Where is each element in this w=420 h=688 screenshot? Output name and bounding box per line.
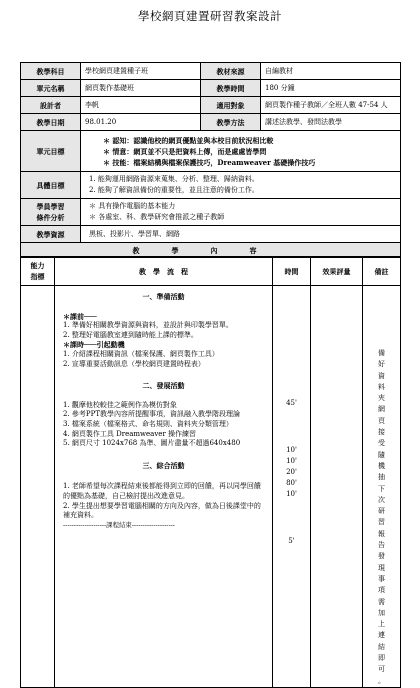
note-char: 上 xyxy=(378,620,385,629)
prep-heading: ＊課前─── xyxy=(63,311,97,321)
unit-value: 網頁製作基礎班 xyxy=(81,80,201,97)
method-value: 講述法教學、發問法教學 xyxy=(261,114,401,131)
hours-label: 教學時間 xyxy=(201,80,261,97)
unit-goal-item: ＊ 技能：檔案結構與檔案保護技巧，Dreamweaver 基礎操作技巧 xyxy=(103,157,316,167)
specific-goals-label: 具體目標 xyxy=(21,172,81,199)
note-char: 網 xyxy=(378,405,385,414)
resources-label: 教學資源 xyxy=(21,226,81,243)
time-value: 10' xyxy=(286,457,297,465)
dev-item: 1. 觀摩他校較佳之範例作為模仿對象 xyxy=(63,400,177,409)
lesson-heading: ＊課時───引起動機 xyxy=(63,340,125,350)
target-value: 網頁製作種子教師／全班人數 47-54 人 xyxy=(261,97,401,114)
subject-label: 教學科目 xyxy=(21,63,81,80)
eval-cell xyxy=(311,286,363,688)
note-char: 連 xyxy=(378,631,385,640)
time-value: 20' xyxy=(286,468,297,476)
note-char: 發 xyxy=(378,552,385,561)
time-cell xyxy=(273,286,311,688)
designer-value: 李帆 xyxy=(81,97,201,114)
note-char: 夾 xyxy=(378,394,385,403)
lesson-item: 1. 介紹課程相關資訊（檔案保護、網頁製作工具） xyxy=(63,349,219,358)
resources-value: 黑板、投影片、學習單、網路 xyxy=(81,226,401,243)
time-header: 時間 xyxy=(273,257,311,286)
time-value: 5' xyxy=(288,537,295,545)
note-char: 料 xyxy=(378,382,385,391)
note-char: 下 xyxy=(378,484,385,493)
prep-item: 1. 準備好相關教學資源與資料，並設計與印製學習單。 xyxy=(63,321,233,330)
process-header: 教 學 流 程 xyxy=(55,257,273,286)
note-char: 加 xyxy=(378,608,385,617)
designer-label: 設計者 xyxy=(21,97,81,114)
note-char: 研 xyxy=(378,507,385,516)
prep-item: 2. 整理好電腦教室連到隨時能上課的標準。 xyxy=(63,330,198,339)
date-label: 教學日期 xyxy=(21,114,81,131)
student-analysis-cell xyxy=(81,199,401,226)
note-char: 。 xyxy=(378,676,385,685)
target-label: 適用對象 xyxy=(201,97,261,114)
student-analysis-label xyxy=(21,199,81,226)
lesson-info-table xyxy=(20,62,401,258)
ability-header xyxy=(21,257,55,286)
student-analysis-item: ＊ 各處室、科、教學研究會推派之種子教師 xyxy=(89,213,225,221)
time-value: 45' xyxy=(286,399,297,407)
note-char: 資 xyxy=(378,371,385,380)
note-char: 需 xyxy=(378,597,385,606)
note-char: 告 xyxy=(378,541,385,550)
note-char: 項 xyxy=(378,586,385,595)
unit-label: 單元名稱 xyxy=(21,80,81,97)
unit-goal-item: ＊ 情意：網頁並不只是把資料上傳，而是處處皆學問 xyxy=(103,146,267,156)
source-value: 自編教材 xyxy=(261,63,401,80)
hours-value: 180 分鐘 xyxy=(261,80,401,97)
note-char: 受 xyxy=(378,439,385,448)
eval-header: 效果評量 xyxy=(311,257,363,286)
method-label: 教學方法 xyxy=(201,114,261,131)
note-char: 好 xyxy=(378,360,385,369)
page-title: 學校網頁建置研習教案設計 xyxy=(138,9,282,23)
note-char: 頁 xyxy=(378,416,385,425)
note-char: 機 xyxy=(378,461,385,470)
note-char: 習 xyxy=(378,518,385,527)
note-char: 接 xyxy=(378,428,385,437)
student-analysis-item: ＊ 具有操作電腦的基本能力 xyxy=(89,202,176,210)
note-cell xyxy=(363,286,401,688)
date-value: 98.01.20 xyxy=(81,114,201,131)
note-char: 結 xyxy=(378,642,385,651)
specific-goals-cell xyxy=(81,172,401,199)
lesson-item: 2. 宣導重要活動訊息（學校網頁建置時程表） xyxy=(63,359,205,368)
stage-sum-title: 三、綜合活動 xyxy=(142,460,185,470)
note-char: 抽 xyxy=(378,473,385,482)
specific-goal-item: 2. 能夠了解資訊備份的重要性，並且注意的備份工作。 xyxy=(89,186,259,194)
unit-goal-item: ＊ 認知：認識他校的網頁優點並與本校目前狀況相比較 xyxy=(103,135,274,145)
source-label: 教材來源 xyxy=(201,63,261,80)
stage-prep-title: 一、準備活動 xyxy=(142,292,185,301)
subject-value: 學校網頁建置種子班 xyxy=(81,63,201,80)
note-char: 事 xyxy=(378,574,385,583)
unit-goals-label: 單元目標 xyxy=(21,131,81,172)
note-header: 備註 xyxy=(363,257,401,286)
note-char: 備 xyxy=(378,349,385,357)
course-end-line: --------------------課程結束-------------------- xyxy=(63,520,175,529)
ability-cell xyxy=(21,286,55,688)
process-cell xyxy=(55,286,273,688)
time-value: 10' xyxy=(286,490,297,498)
student-analysis-label-line: 條件分析 xyxy=(36,213,65,222)
specific-goal-item: 1. 能夠運用網路資源來蒐集、分析、整理、歸納資料。 xyxy=(89,175,259,183)
content-header: 教學內容 xyxy=(21,243,401,258)
note-char: 即 xyxy=(378,654,385,663)
note-char: 現 xyxy=(378,563,385,572)
ability-header-line: 能力 xyxy=(30,261,45,270)
sum-item: 1. 老師希望每次課程結束後都能得到立即的回饋，再以同學回饋的優點為基礎，自己檢討提出改進意見。 xyxy=(63,482,261,500)
dev-item: 4. 網頁製作工具 Dreamweaver 操作練習 xyxy=(63,429,197,438)
time-value: 10' xyxy=(286,446,297,454)
dev-item: 5. 網頁尺寸 1024x768 為準、圖片盡量不超過640x480 xyxy=(63,439,241,448)
note-char: 次 xyxy=(378,495,385,504)
note-char: 可 xyxy=(378,665,385,674)
unit-goals-cell xyxy=(81,131,401,172)
dev-item: 2. 參考PPT教學內容所提醒事項，資訊融入教學階段理論 xyxy=(63,410,240,419)
note-char: 隨 xyxy=(378,450,385,459)
student-analysis-label-line: 學員學習 xyxy=(36,202,65,211)
sum-item: 2. 學生提出想要學習電腦相關的方向及內容，做為日後課堂中的補充資料。 xyxy=(63,501,261,520)
teaching-plan-table xyxy=(20,256,401,688)
ability-header-line: 指標 xyxy=(30,272,45,281)
time-value: 80' xyxy=(286,479,297,487)
note-char: 報 xyxy=(378,529,385,538)
stage-dev-title: 二、發展活動 xyxy=(142,381,185,391)
dev-item: 3. 檔案系統（檔案格式、命名規則、資料夾分類管理） xyxy=(63,419,233,428)
